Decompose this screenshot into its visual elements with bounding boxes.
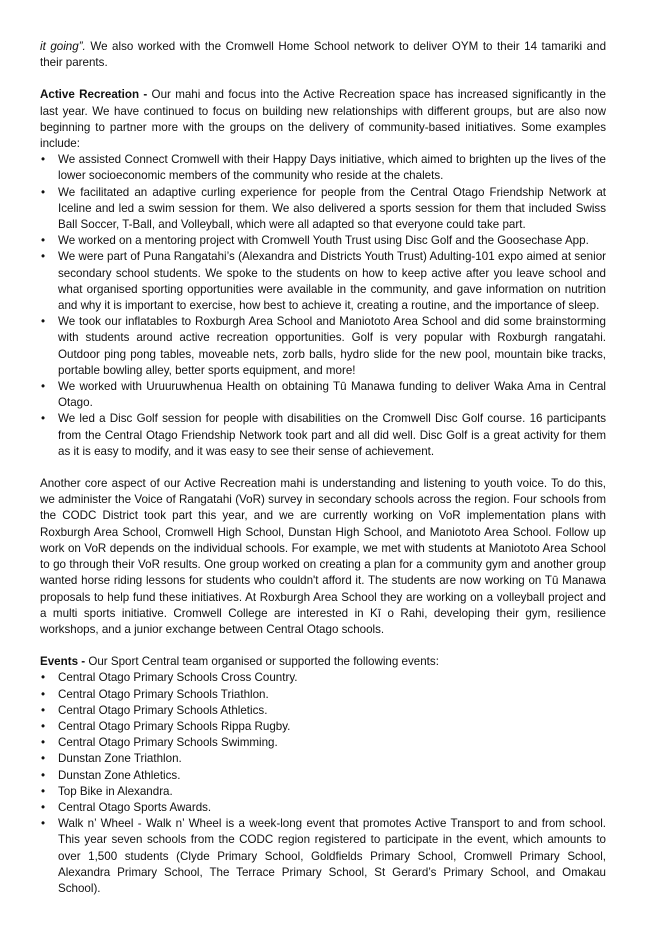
list-item: • Dunstan Zone Triathlon. [40,751,606,767]
events-intro-text: Our Sport Central team organised or supported the following events: [85,655,439,669]
document-page [40,39,606,897]
list-item: • Top Bike in Alexandra. [40,784,606,800]
events-intro [40,654,606,670]
list-item: • Central Otago Primary Schools Athletics. [40,703,606,719]
list-item: • We worked on a mentoring project with Cromwell Youth Trust using Disc Golf and the Goosechase App. [40,233,606,249]
list-item: • Central Otago Primary Schools Triathlon. [40,687,606,703]
list-item: • We assisted Connect Cromwell with their Happy Days initiative, which aimed to brighten up the lives of the lower socioeconomic members of the community who reside at the chalets. [40,152,606,184]
intro-paragraph [40,39,606,71]
list-item: • We facilitated an adaptive curling experience for people from the Central Otago Friendship Network at Iceline and led a swim session for them. We also delivered a sports session for them that included Swiss Ball Soccer, T-Ball, and Volleyball, which were all adapted so that everyone could take part. [40,185,606,234]
list-item: • We worked with Uruuruwhenua Health on obtaining Tū Manawa funding to deliver Waka Ama in Central Otago. [40,379,606,411]
list-item: • We were part of Puna Rangatahi’s (Alexandra and Districts Youth Trust) Adulting-101 expo aimed at senior secondary school students. We spoke to the students on how to keep active after you leave school and what organised sporting opportunities were available in the community, and gave information on nutrition and why it is important to exercise, how best to achieve it, creating a routine, and the importance of sleep. [40,249,606,314]
list-item: • Walk n’ Wheel - Walk n’ Wheel is a week-long event that promotes Active Transport to and from school. This year seven schools from the CODC region registered to participate in the event, which amounts to over 1,500 students (Clyde Primary School, Goldfields Primary School, Cromwell Primary School, Alexandra Primary School, The Terrace Primary School, St Gerard’s Primary School, and Omakau School). [40,816,606,897]
list-item: • Central Otago Sports Awards. [40,800,606,816]
active-recreation-intro [40,87,606,152]
events-heading: Events - [40,655,86,669]
list-item: • Central Otago Primary Schools Cross Country. [40,670,606,686]
list-item: • Central Otago Primary Schools Rippa Rugby. [40,719,606,735]
spacer [40,460,606,476]
list-item: • Dunstan Zone Athletics. [40,768,606,784]
events-list [40,670,606,897]
active-recreation-intro-text: Our mahi and focus into the Active Recreation space has increased significantly in the last year. We have continued to focus on building new relationships with different groups, but are also now beginning to partner more with the groups on the delivery of community-based initiatives. Some examples include: [40,88,606,151]
active-recreation-heading: Active Recreation - [40,88,148,102]
intro-lead-italic: it going”. [40,40,86,53]
intro-text: We also worked with the Cromwell Home School network to deliver OYM to their 14 tamariki and their parents. [40,40,607,70]
spacer [40,638,606,654]
active-recreation-list [40,152,606,460]
youth-voice-paragraph: Another core aspect of our Active Recreation mahi is understanding and listening to youth voice. To do this, we administer the Voice of Rangatahi (VoR) survey in secondary schools across the region. Four schools from the CODC District took part this year, and we are currently working on VoR implementation plans with Roxburgh Area School, Cromwell High School, Dunstan High School, and Maniototo Area School. Follow up work on VoR depends on the individual schools. For example, we met with students at Maniototo Area School to go through their VoR results. One group worked on creating a plan for a community gym and another group wanted horse riding lessons for students who couldn't afford it. The students are now working on Tū Manawa proposals to help fund these initiatives. At Roxburgh Area School they are working on a volleyball project and a multi sports initiative. Cromwell College are interested in Kī o Rahi, developing their gym, resilience workshops, and a junior exchange between Central Otago schools. [40,477,606,636]
list-item: • We led a Disc Golf session for people with disabilities on the Cromwell Disc Golf course. 16 participants from the Central Otago Friendship Network took part and all did well. Disc Golf is a great activity for them as it is easy to modify, and it was easy to see their sense of achievement. [40,411,606,460]
list-item: • We took our inflatables to Roxburgh Area School and Maniototo Area School and did some brainstorming with students around active recreation opportunities. Golf is very popular with Roxburgh rangatahi. Outdoor ping pong tables, moveable nets, zorb balls, hydro slide for the new pool, mountain bike tracks, portable bowling alley, better sports equipment, and more! [40,314,606,379]
list-item: • Central Otago Primary Schools Swimming. [40,735,606,751]
spacer [40,71,606,87]
